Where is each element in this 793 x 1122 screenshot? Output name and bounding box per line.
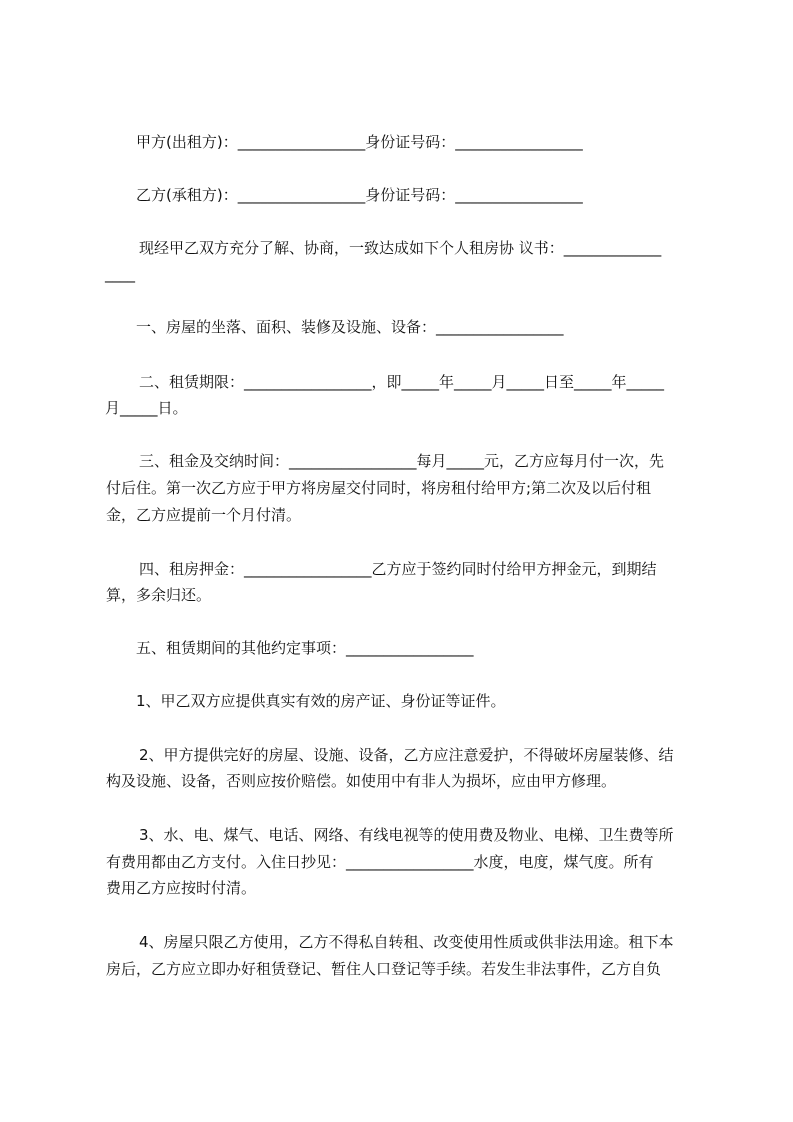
clause-1-line: 一、房屋的坐落、面积、装修及设施、设备：_________________ xyxy=(136,318,564,336)
item-2-line-1: 2、甲方提供完好的房屋、设施、设备，乙方应注意爱护，不得破坏房屋装修、结 xyxy=(139,746,674,764)
party-b-line: 乙方(承租方)：_________________身份证号码：_________________ xyxy=(136,186,583,204)
clause-3-line-2: 付后住。第一次乙方应于甲方将房屋交付同时，将房租付给甲方;第二次及以后付租 xyxy=(106,479,652,497)
item-4-line-2: 房后，乙方应立即办好租赁登记、暂住人口登记等手续。若发生非法事件，乙方自负 xyxy=(106,960,662,978)
party-a-line: 甲方(出租方)：_________________身份证号码：_________________ xyxy=(136,133,583,151)
clause-3-line-1: 三、租金及交纳时间：_________________每月_____元，乙方应每月付一次，先 xyxy=(139,452,665,470)
clause-2-line-1: 二、租赁期限：_________________，即_____年_____月_____日至_____年_____ xyxy=(139,373,665,391)
item-3-line-1: 3、水、电、煤气、电话、网络、有线电视等的使用费及物业、电梯、卫生费等所 xyxy=(139,826,674,844)
item-3-line-2: 有费用都由乙方支付。入住日抄见：_________________水度，电度，煤气度。所有 xyxy=(106,853,654,871)
item-2-line-2: 构及设施、设备，否则应按价赔偿。如使用中有非人为损坏，应由甲方修理。 xyxy=(106,772,617,790)
clause-5-line: 五、租赁期间的其他约定事项：_________________ xyxy=(136,639,474,657)
clause-4-line-2: 算，多余归还。 xyxy=(106,586,212,604)
item-3-line-3: 费用乙方应按时付清。 xyxy=(106,879,257,897)
clause-3-line-3: 金，乙方应提前一个月付清。 xyxy=(106,506,302,524)
preamble-line-2: ____ xyxy=(105,265,135,283)
clause-2-line-2: 月_____日。 xyxy=(105,399,188,417)
item-1-line: 1、甲乙双方应提供真实有效的房产证、身份证等证件。 xyxy=(136,692,506,710)
item-4-line-1: 4、房屋只限乙方使用，乙方不得私自转租、改变使用性质或供非法用途。租下本 xyxy=(139,933,674,951)
clause-4-line-1: 四、租房押金：_________________乙方应于签约同时付给甲方押金元，到期结 xyxy=(139,560,657,578)
preamble-line-1: 现经甲乙双方充分了解、协商，一致达成如下个人租房协 议书：_____________ xyxy=(139,239,662,257)
